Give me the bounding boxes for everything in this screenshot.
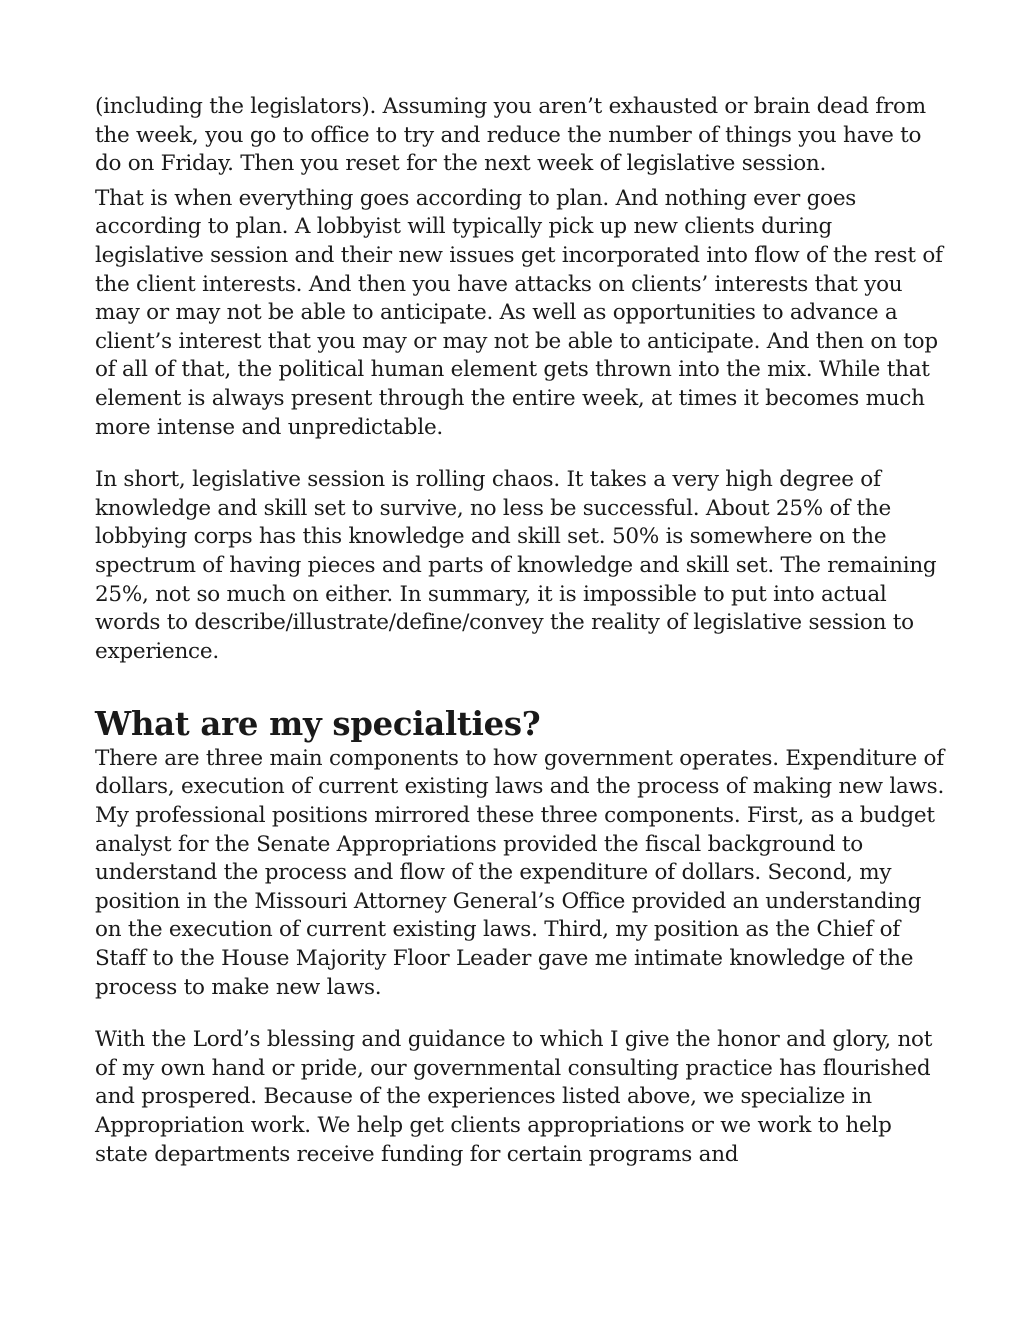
paragraph-spacer [95,1002,945,1026]
paragraph-blessing: With the Lord’s blessing and guidance to which I give the honor and glory, not of my own hand or pride, our governmental consulting practice has flourished and prospered. Because of the experiences listed above, we specialize in Appropriation work. We help get clients appropriations or we work to help state departments receive funding for certain programs and [95,1027,933,1167]
paragraph-spacer [95,442,945,466]
paragraph-components: There are three main components to how government operates. Expenditure of dollars, execution of current existing laws and the process of making new laws. My professional positions mirrored these three components. First, as a budget analyst for the Senate Appropriations provided the fiscal background to understand the process and flow of the expenditure of dollars. Second, my position in the Missouri Attorney General’s Office provided an understanding on the execution of current existing laws. Third, my position as the Chief of Staff to the House Majority Floor Leader gave me intimate knowledge of the process to make new laws. [95,745,945,1000]
paragraph-session-end: (including the legislators). Assuming you aren’t exhausted or brain dead from the week, you go to office to try and reduce the number of things you have to do on Friday. Then you reset for the next week of legislative session. [95,94,926,177]
paragraph-plan: That is when everything goes according to plan. And nothing ever goes according to plan. A lobbyist will typically pick up new clients during legislative session and their new issues get incorporated into flow of the rest of the client interests. And then you have attacks on clients’ interests that you may or may not be able to anticipate. As well as opportunities to advance a client’s interest that you may or may not be able to anticipate. And then on top of all of that, the political human element gets thrown into the mix. While that element is always present through the entire week, at times it becomes much more intense and unpredictable. [95,185,943,440]
paragraph-chaos: In short, legislative session is rolling chaos. It takes a very high degree of knowledge and skill set to survive, no less be successful. About 25% of the lobbying corps has this knowledge and skill set. 50% is somewhere on the spectrum of having pieces and parts of knowledge and skill set. The remaining 25%, not so much on either. In summary, it is impossible to put into actual words to describe/illustrate/define/convey the reality of legislative session to experience. [95,467,937,664]
document-page [95,93,945,1169]
section-spacer [95,666,945,710]
section-heading-specialties: What are my specialties? [95,705,541,744]
